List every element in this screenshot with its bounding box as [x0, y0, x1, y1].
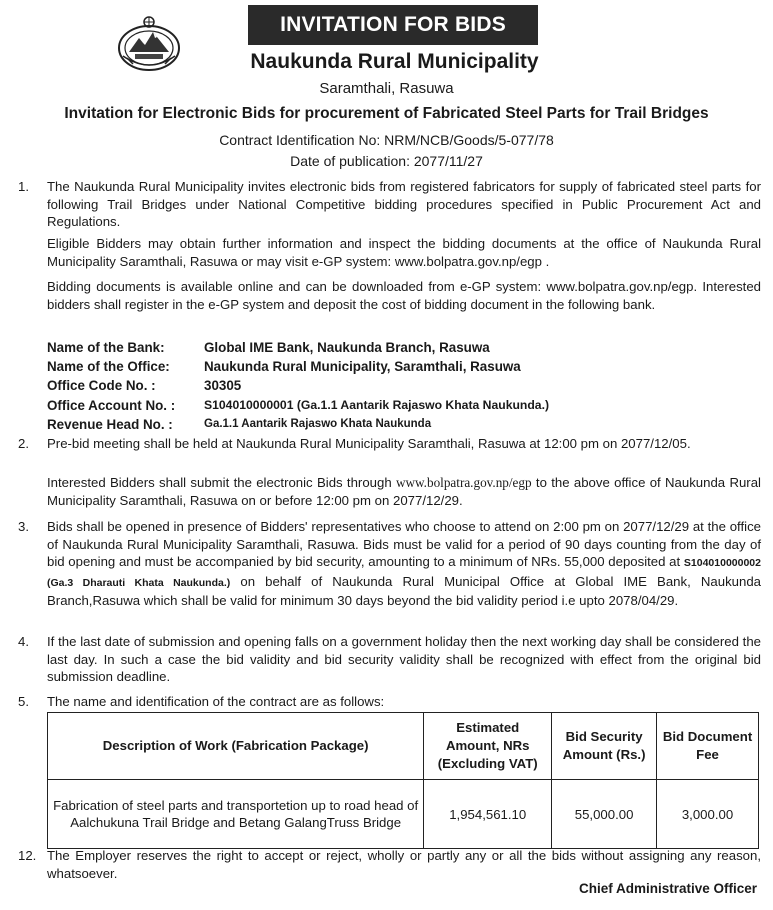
- item-3-paragraph: [47, 518, 761, 610]
- opening-text-end: on behalf of Naukunda Rural Municipal Office at Global IME Bank, Naukunda Branch,Rasuwa which shall be valid for minimum 30 days beyond the bid validity period i.e upto 2078/04/29.: [47, 573, 761, 609]
- item-1-paragraph: The Naukunda Rural Municipality invites electronic bids from registered fabricators for supply of fabricated steel parts for following Trail Bridges under National Competitive bidding procedures specified in Public Procurement Act and Regulations.: [47, 179, 761, 230]
- table-row: [48, 780, 759, 849]
- item-2-submission-paragraph: [47, 474, 761, 509]
- org-location: Saramthali, Rasuwa: [319, 80, 454, 97]
- item-12-paragraph: The Employer reserves the right to accept or reject, wholly or partly any or all the bids without assigning any reason, whatsoever.: [47, 848, 761, 881]
- org-name: Naukunda Rural Municipality: [250, 50, 539, 73]
- office-label: Name of the Office:: [47, 359, 170, 374]
- account-value: S104010000001 (Ga.1.1 Aantarik Rajaswo Khata Naukunda.): [204, 398, 550, 412]
- item-number: 3.: [18, 519, 29, 534]
- item-number: 2.: [18, 436, 29, 451]
- item-4-paragraph: If the last date of submission and opening falls on a government holiday then the next working day shall be considered the last day. In such a case the bid validity and bid security validity shall be recognized with effect from the original bid submission deadline.: [47, 634, 761, 685]
- bank-value: Global IME Bank, Naukunda Branch, Rasuwa: [204, 340, 490, 355]
- item-5-paragraph: The name and identification of the contract are as follows:: [47, 694, 385, 709]
- item-2-paragraph: Pre-bid meeting shall be held at Naukunda Rural Municipality Saramthali, Rasuwa at 12:00 pm on 2077/12/05.: [47, 436, 691, 451]
- contract-table: [47, 712, 759, 849]
- item-number: 1.: [18, 179, 29, 194]
- bid-security-cell: 55,000.00: [552, 780, 657, 849]
- item-1-info-paragraph: Eligible Bidders may obtain further information and inspect the bidding documents at the office of Naukunda Rural Municipality Saramthali, Rasuwa or may visit e-GP system: www.bolpatra.gov.np/egp .: [47, 236, 761, 269]
- column-header: Description of Work (Fabrication Package): [48, 713, 424, 780]
- submission-text-start: Interested Bidders shall submit the electronic Bids through: [47, 475, 392, 490]
- contract-id: Contract Identification No: NRM/NCB/Goods/5-077/78: [219, 132, 554, 148]
- egp-link[interactable]: www.bolpatra.gov.np/egp: [395, 475, 532, 490]
- banner-title: INVITATION FOR BIDS: [248, 5, 538, 45]
- submission-text-end: to the above office of Naukunda Rural Municipality Saramthali, Rasuwa on or before 12:00 pm on 2077/12/29.: [47, 475, 761, 508]
- revenue-value: Ga.1.1 Aantarik Rajaswo Khata Naukunda: [204, 418, 432, 430]
- description-cell: Fabrication of steel parts and transportetion up to road head of Aalchukuna Trail Bridge and Betang GalangTruss Bridge: [48, 780, 424, 849]
- office-value: Naukunda Rural Municipality, Saramthali, Rasuwa: [204, 359, 521, 374]
- column-header: Estimated Amount, NRs (Excluding VAT): [424, 713, 552, 780]
- office-code-label: Office Code No. :: [47, 378, 156, 393]
- notice-subject: Invitation for Electronic Bids for procurement of Fabricated Steel Parts for Trail Bridges: [64, 105, 709, 122]
- revenue-label: Revenue Head No. :: [47, 417, 173, 432]
- bank-label: Name of the Bank:: [47, 340, 165, 355]
- opening-text-start: Bids shall be opened in presence of Bidders' representatives who choose to attend on 2:00 pm on 2077/12/29 at the office of Naukunda Rural Municipality Saramthali, Rasuwa. Bids must be valid for a period of 90 days counting from the day of bid opening and must be accompanied by bid security, amounting to a minimum of NRs. 55,000 deposited at: [47, 519, 761, 570]
- office-code-value: 30305: [204, 378, 242, 393]
- item-number: 12.: [18, 848, 37, 863]
- item-number: 5.: [18, 694, 29, 709]
- column-header: Bid Security Amount (Rs.): [552, 713, 657, 780]
- estimated-amount-cell: 1,954,561.10: [424, 780, 552, 849]
- item-1-download-paragraph: Bidding documents is available online and can be downloaded from e-GP system: www.bolpatra.gov.np/egp. Interested bidders shall register in the e-GP system and deposit the cost of bidding document in the following bank.: [47, 279, 761, 312]
- item-number: 4.: [18, 634, 29, 649]
- security-account: S104010000002 (Ga.3 Dharauti Khata Naukunda.): [47, 557, 761, 589]
- publication-date: Date of publication: 2077/11/27: [290, 153, 483, 169]
- column-header: Bid Document Fee: [657, 713, 759, 780]
- signature-title: Chief Administrative Officer: [578, 881, 757, 896]
- account-label: Office Account No. :: [47, 398, 176, 413]
- table-header-row: [48, 713, 759, 780]
- document-fee-cell: 3,000.00: [657, 780, 759, 849]
